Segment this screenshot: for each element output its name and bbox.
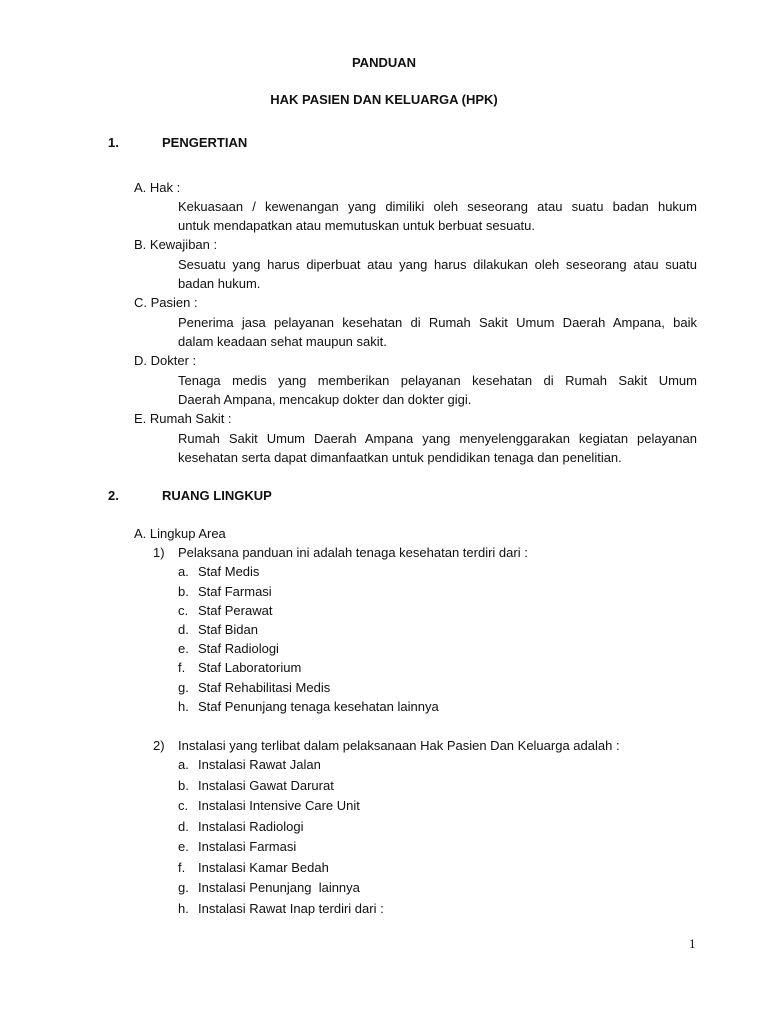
list-item-text: Staf Penunjang tenaga kesehatan lainnya: [198, 699, 439, 714]
list-item: [178, 603, 578, 619]
list-marker: e.: [178, 641, 189, 656]
list-marker: f.: [178, 860, 186, 875]
list-marker: d.: [178, 819, 189, 834]
section-number: 2.: [108, 488, 119, 503]
definition-text-line: Daerah Ampana, mencakup dokter dan dokter gigi.: [178, 392, 472, 407]
definition-text-line: Tenaga medis yang memberikan pelayanan kesehatan di Rumah Sakit Umum: [178, 373, 697, 388]
list-item: [178, 880, 578, 896]
section-heading-ruang-lingkup: [108, 488, 408, 504]
list-group-text: Instalasi yang terlibat dalam pelaksanaan Hak Pasien Dan Keluarga adalah :: [178, 738, 620, 753]
list-group-heading: [153, 545, 713, 561]
list-marker: g.: [178, 680, 189, 695]
definition-text-line: Rumah Sakit Umum Daerah Ampana yang menyelenggarakan kegiatan pelayanan: [178, 431, 697, 446]
list-item: [178, 680, 578, 696]
list-marker: 2): [153, 738, 165, 753]
subsection-heading: A. Lingkup Area: [134, 526, 226, 541]
list-item: [178, 901, 578, 917]
list-group-text: Pelaksana panduan ini adalah tenaga kesehatan terdiri dari :: [178, 545, 528, 560]
list-group-heading: [153, 738, 713, 754]
list-marker: h.: [178, 699, 189, 714]
page-number: 1: [689, 936, 696, 951]
list-item-text: Instalasi Farmasi: [198, 839, 297, 854]
list-item: [178, 699, 578, 715]
list-item-text: Staf Rehabilitasi Medis: [198, 680, 331, 695]
definition-term-hak: A. Hak :: [134, 180, 181, 195]
list-marker: g.: [178, 880, 189, 895]
list-marker: b.: [178, 778, 189, 793]
list-item: [178, 819, 578, 835]
section-number: 1.: [108, 135, 119, 150]
list-item: [178, 757, 578, 773]
section-heading-pengertian: [108, 135, 408, 151]
definition-term-rumah-sakit: E. Rumah Sakit :: [134, 411, 232, 426]
list-item-text: Instalasi Intensive Care Unit: [198, 798, 360, 813]
list-item-text: Instalasi Kamar Bedah: [198, 860, 329, 875]
definition-term-dokter: D. Dokter :: [134, 353, 197, 368]
definition-text-line: badan hukum.: [178, 276, 261, 291]
list-marker: f.: [178, 660, 186, 675]
list-item-text: Staf Bidan: [198, 622, 258, 637]
list-item-text: Instalasi Rawat Inap terdiri dari :: [198, 901, 384, 916]
list-item: [178, 860, 578, 876]
list-marker: d.: [178, 622, 189, 637]
section-title: PENGERTIAN: [162, 135, 248, 150]
list-marker: e.: [178, 839, 189, 854]
list-item: [178, 564, 578, 580]
list-marker: a.: [178, 564, 189, 579]
list-item-text: Staf Laboratorium: [198, 660, 302, 675]
document-title: PANDUAN: [351, 55, 417, 70]
definition-text-line: dalam keadaan sehat maupun sakit.: [178, 334, 387, 349]
list-marker: a.: [178, 757, 189, 772]
list-item-text: Staf Radiologi: [198, 641, 279, 656]
section-title: RUANG LINGKUP: [162, 488, 272, 503]
list-item-text: Staf Medis: [198, 564, 260, 579]
list-item-text: Instalasi Penunjang lainnya: [198, 880, 360, 895]
definition-text-line: Penerima jasa pelayanan kesehatan di Rumah Sakit Umum Daerah Ampana, baik: [178, 315, 697, 330]
definition-text-line: Kekuasaan / kewenangan yang dimiliki oleh seseorang atau suatu badan hukum: [178, 199, 697, 214]
list-item: [178, 660, 578, 676]
definition-text-line: untuk mendapatkan atau memutuskan untuk berbuat sesuatu.: [178, 218, 536, 233]
list-item-text: Instalasi Rawat Jalan: [198, 757, 321, 772]
list-item-text: Instalasi Gawat Darurat: [198, 778, 334, 793]
list-marker: c.: [178, 603, 189, 618]
list-item: [178, 778, 578, 794]
list-marker: h.: [178, 901, 189, 916]
list-item-text: Staf Perawat: [198, 603, 273, 618]
list-item: [178, 641, 578, 657]
list-item: [178, 839, 578, 855]
list-item-text: Staf Farmasi: [198, 584, 272, 599]
definition-term-pasien: C. Pasien :: [134, 295, 198, 310]
definition-term-kewajiban: B. Kewajiban :: [134, 237, 218, 252]
list-item: [178, 798, 578, 814]
list-marker: c.: [178, 798, 189, 813]
list-marker: b.: [178, 584, 189, 599]
definition-text-line: kesehatan serta dapat dimanfaatkan untuk pendidikan tenaga dan penelitian.: [178, 450, 622, 465]
document-subtitle: HAK PASIEN DAN KELUARGA (HPK): [270, 92, 498, 107]
list-item: [178, 584, 578, 600]
list-item-text: Instalasi Radiologi: [198, 819, 304, 834]
list-item: [178, 622, 578, 638]
list-marker: 1): [153, 545, 165, 560]
definition-text-line: Sesuatu yang harus diperbuat atau yang harus dilakukan oleh seseorang atau suatu: [178, 257, 697, 272]
